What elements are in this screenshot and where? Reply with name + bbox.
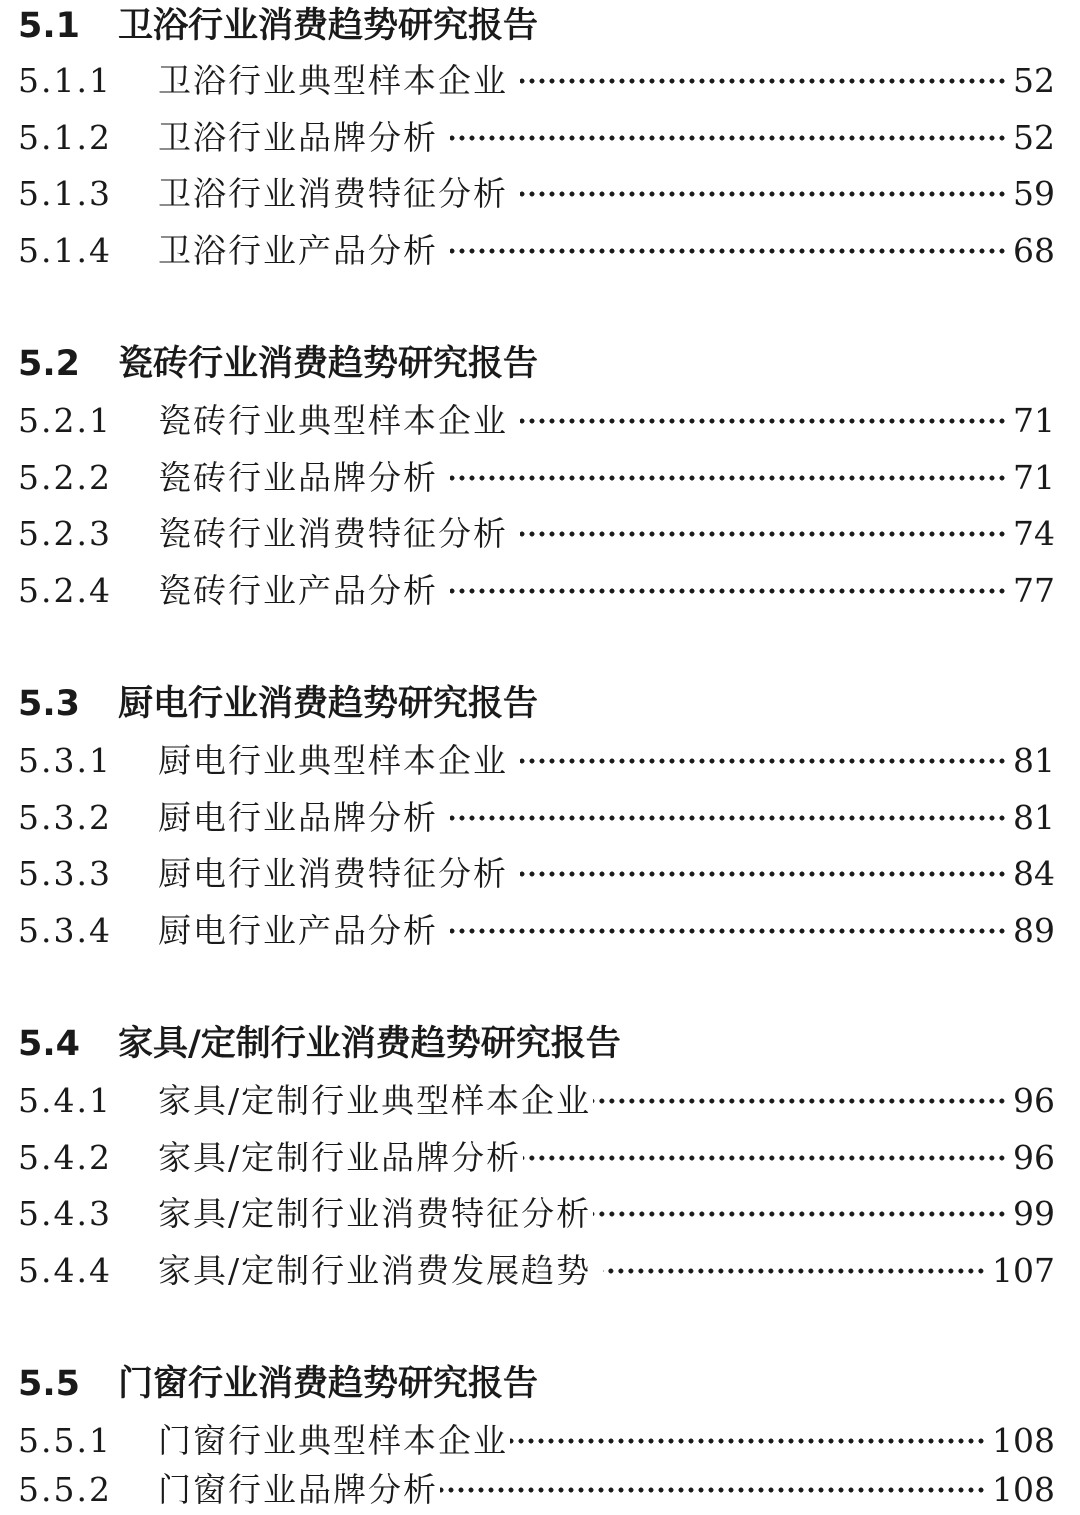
entry-number: 5.3.3: [18, 854, 112, 893]
section-heading[interactable]: [18, 680, 538, 728]
entry-page: 77: [1013, 571, 1055, 610]
entry-title: 瓷砖行业品牌分析: [158, 458, 438, 497]
section-title: 家具/定制行业消费趋势研究报告: [118, 1024, 621, 1064]
toc-entry[interactable]: [18, 1134, 1055, 1182]
toc-entry[interactable]: [18, 737, 1055, 785]
entry-page: 81: [1013, 798, 1055, 837]
entry-number: 5.4.4: [18, 1251, 112, 1290]
entry-title: 厨电行业产品分析: [158, 911, 438, 950]
entry-title: 厨电行业品牌分析: [158, 798, 438, 837]
toc-entry[interactable]: [18, 510, 1055, 558]
dot-leader: [450, 927, 1007, 935]
section-heading[interactable]: [18, 1360, 538, 1408]
section-number: 5.4: [18, 1024, 81, 1064]
section-title: 瓷砖行业消费趋势研究报告: [118, 344, 539, 384]
entry-page: 59: [1013, 174, 1055, 213]
toc-entry[interactable]: [18, 454, 1055, 502]
dot-leader: [520, 190, 1007, 198]
entry-title: 家具/定制行业典型样本企业: [158, 1081, 592, 1120]
dot-leader: [450, 247, 1007, 255]
entry-title: 卫浴行业典型样本企业: [158, 61, 508, 100]
section-title: 门窗行业消费趋势研究报告: [118, 1364, 539, 1404]
dot-leader: [440, 1486, 986, 1494]
dot-leader: [593, 1097, 1007, 1105]
entry-number: 5.1.2: [18, 118, 112, 157]
entry-title: 家具/定制行业消费发展趋势: [158, 1251, 592, 1290]
entry-number: 5.3.1: [18, 741, 112, 780]
toc-entry[interactable]: [18, 850, 1055, 898]
entry-title: 家具/定制行业消费特征分析: [158, 1194, 592, 1233]
dot-leader: [510, 1437, 986, 1445]
dot-leader: [593, 1210, 1007, 1218]
section-heading[interactable]: [18, 340, 538, 388]
toc-entry[interactable]: [18, 170, 1055, 218]
dot-leader: [520, 77, 1007, 85]
toc-entry[interactable]: [18, 567, 1055, 615]
entry-number: 5.1.3: [18, 174, 112, 213]
dot-leader: [450, 587, 1007, 595]
entry-title: 门窗行业品牌分析: [158, 1470, 438, 1509]
entry-number: 5.2.2: [18, 458, 112, 497]
entry-title: 门窗行业典型样本企业: [158, 1421, 508, 1460]
dot-leader: [450, 134, 1007, 142]
entry-number: 5.1.4: [18, 231, 112, 270]
entry-page: 84: [1013, 854, 1055, 893]
section-number: 5.3: [18, 684, 81, 724]
section-number: 5.1: [18, 6, 81, 46]
entry-page: 52: [1013, 118, 1055, 157]
entry-page: 96: [1013, 1081, 1055, 1120]
entry-number: 5.2.1: [18, 401, 112, 440]
dot-leader: [520, 757, 1007, 765]
section-number: 5.2: [18, 344, 81, 384]
dot-leader: [603, 1267, 986, 1275]
entry-number: 5.3.2: [18, 798, 112, 837]
entry-number: 5.1.1: [18, 61, 112, 100]
entry-title: 瓷砖行业消费特征分析: [158, 514, 508, 553]
entry-page: 108: [992, 1421, 1055, 1460]
entry-title: 厨电行业典型样本企业: [158, 741, 508, 780]
entry-page: 96: [1013, 1138, 1055, 1177]
entry-number: 5.5.2: [18, 1470, 112, 1509]
toc-entry[interactable]: [18, 1417, 1055, 1465]
entry-title: 卫浴行业消费特征分析: [158, 174, 508, 213]
entry-number: 5.2.3: [18, 514, 112, 553]
entry-page: 68: [1013, 231, 1055, 270]
dot-leader: [523, 1154, 1007, 1162]
section-title: 厨电行业消费趋势研究报告: [118, 684, 539, 724]
entry-page: 71: [1013, 458, 1055, 497]
entry-number: 5.4.1: [18, 1081, 112, 1120]
entry-number: 5.2.4: [18, 571, 112, 610]
section-title: 卫浴行业消费趋势研究报告: [118, 6, 539, 46]
toc-entry[interactable]: [18, 1247, 1055, 1295]
dot-leader: [450, 814, 1007, 822]
section-number: 5.5: [18, 1364, 81, 1404]
entry-title: 家具/定制行业品牌分析: [158, 1138, 522, 1177]
entry-page: 108: [992, 1470, 1055, 1509]
dot-leader: [450, 474, 1007, 482]
entry-page: 74: [1013, 514, 1055, 553]
toc-entry[interactable]: [18, 1466, 1055, 1514]
entry-title: 卫浴行业品牌分析: [158, 118, 438, 157]
toc-entry[interactable]: [18, 794, 1055, 842]
section-heading[interactable]: [18, 2, 538, 50]
entry-page: 107: [992, 1251, 1055, 1290]
dot-leader: [520, 870, 1007, 878]
entry-page: 52: [1013, 61, 1055, 100]
entry-page: 99: [1013, 1194, 1055, 1233]
entry-page: 89: [1013, 911, 1055, 950]
entry-number: 5.5.1: [18, 1421, 112, 1460]
entry-number: 5.4.2: [18, 1138, 112, 1177]
toc-entry[interactable]: [18, 57, 1055, 105]
entry-title: 厨电行业消费特征分析: [158, 854, 508, 893]
dot-leader: [520, 530, 1007, 538]
entry-title: 瓷砖行业典型样本企业: [158, 401, 508, 440]
toc-entry[interactable]: [18, 1077, 1055, 1125]
section-heading[interactable]: [18, 1020, 621, 1068]
dot-leader: [520, 417, 1007, 425]
entry-page: 71: [1013, 401, 1055, 440]
entry-title: 卫浴行业产品分析: [158, 231, 438, 270]
toc-entry[interactable]: [18, 397, 1055, 445]
toc-entry[interactable]: [18, 907, 1055, 955]
toc-entry[interactable]: [18, 1190, 1055, 1238]
toc-entry[interactable]: [18, 114, 1055, 162]
entry-number: 5.4.3: [18, 1194, 112, 1233]
entry-page: 81: [1013, 741, 1055, 780]
toc-entry[interactable]: [18, 227, 1055, 275]
entry-number: 5.3.4: [18, 911, 112, 950]
entry-title: 瓷砖行业产品分析: [158, 571, 438, 610]
